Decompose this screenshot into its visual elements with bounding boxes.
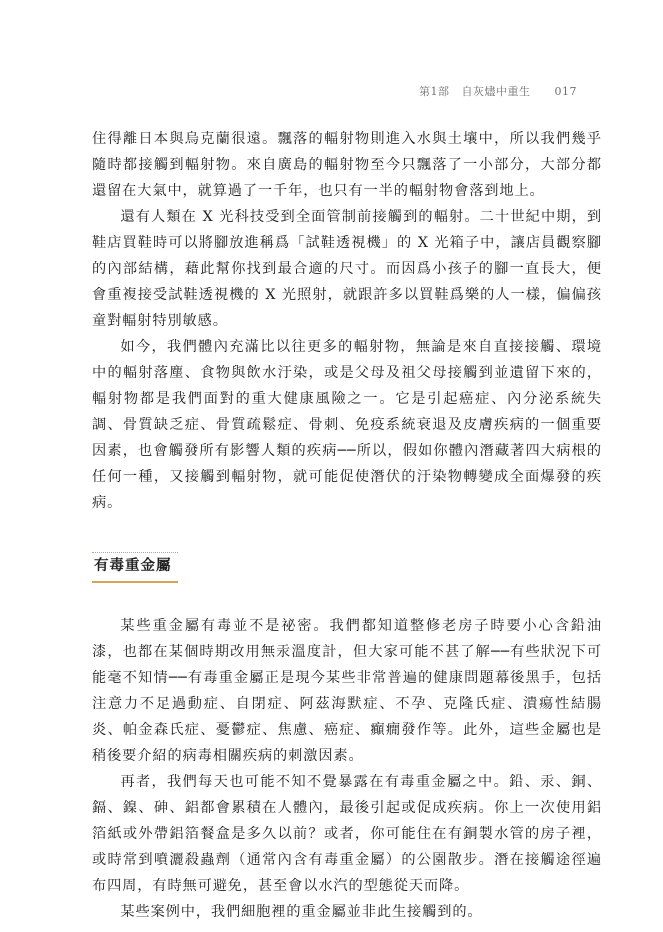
- paragraph-xray: 還有人類在 X 光科技受到全面管制前接觸到的輻射。二十世紀中期，到鞋店買鞋時可以將腳放進稱爲「試鞋透視機」的 X 光箱子中，讓店員觀察腳的內部結構，藉此幫你找到最合適的尺寸。而因爲小孩子的腳一直長大，便會重複接受試鞋透視機的 X 光照射，就跟許多以買鞋爲樂的人一樣，偏偏孩童對輻射特別敏感。: [92, 209, 602, 329]
- paragraph-heavy-metals-intro: 某些重金屬有毒並不是祕密。我們都知道整修老房子時要小心含鉛油漆，也都在某個時期改用無汞溫度計，但大家可能不甚了解──有些狀況下可能毫不知情──有毒重金屬正是現今某些非常普遍的健康問題幕後黑手，包括注意力不足過動症、自閉症、阿茲海默症、不孕、克隆氏症、潰瘍性結腸炎、帕金森氏症、憂鬱症、焦慮、癌症、癲癇發作等。此外，這些金屬也是稍後要介紹的病毒相關疾病的刺激因素。: [92, 618, 602, 764]
- page-body: [92, 126, 602, 925]
- header-part: 第1部: [419, 85, 450, 98]
- running-header: [419, 83, 577, 99]
- header-chapter-title: 自灰燼中重生: [461, 85, 531, 98]
- page-number: 017: [554, 85, 577, 98]
- section-heading-wrapper: [92, 516, 602, 613]
- paragraph-continued: 住得離日本與烏克蘭很遠。飄落的輻射物則進入水與土壤中，所以我們幾乎隨時都接觸到輻射物。來自廣島的輻射物至今只飄落了一小部分，大部分都還留在大氣中，就算過了一千年，也只有一半的輻射物會落到地上。: [92, 131, 602, 199]
- section-heading: 有毒重金屬: [92, 552, 178, 583]
- paragraph-radiation-risk: 如今，我們體內充滿比以往更多的輻射物，無論是來自直接接觸、環境中的輻射落塵、食物與飲水汙染，或是父母及祖父母接觸到並遺留下來的，輻射物都是我們面對的重大健康風險之一。它是引起癌症、內分泌系統失調、骨質缺乏症、骨質疏鬆症、骨刺、免疫系統衰退及皮膚疾病的一個重要因素，也會觸發所有影響人類的疾病──所以，假如你體內潛藏著四大病根的任何一種，又接觸到輻射物，就可能促使潛伏的汙染物轉變成全面爆發的疾病。: [92, 339, 602, 511]
- paragraph-heavy-metals-exposure: 再者，我們每天也可能不知不覺暴露在有毒重金屬之中。鉛、汞、銅、鎘、鎳、砷、鋁都會累積在人體內，最後引起或促成疾病。你上一次使用鋁箔紙或外帶鋁箔餐盒是多久以前？或者，你可能住在有銅製水管的房子裡，或時常到噴灑殺蟲劑（通常內含有毒重金屬）的公園散步。潛在接觸途徑遍布四周，有時無可避免，甚至會以水汽的型態從天而降。: [92, 774, 602, 894]
- paragraph-heavy-metals-inherited: 某些案例中，我們細胞裡的重金屬並非此生接觸到的。: [120, 904, 483, 920]
